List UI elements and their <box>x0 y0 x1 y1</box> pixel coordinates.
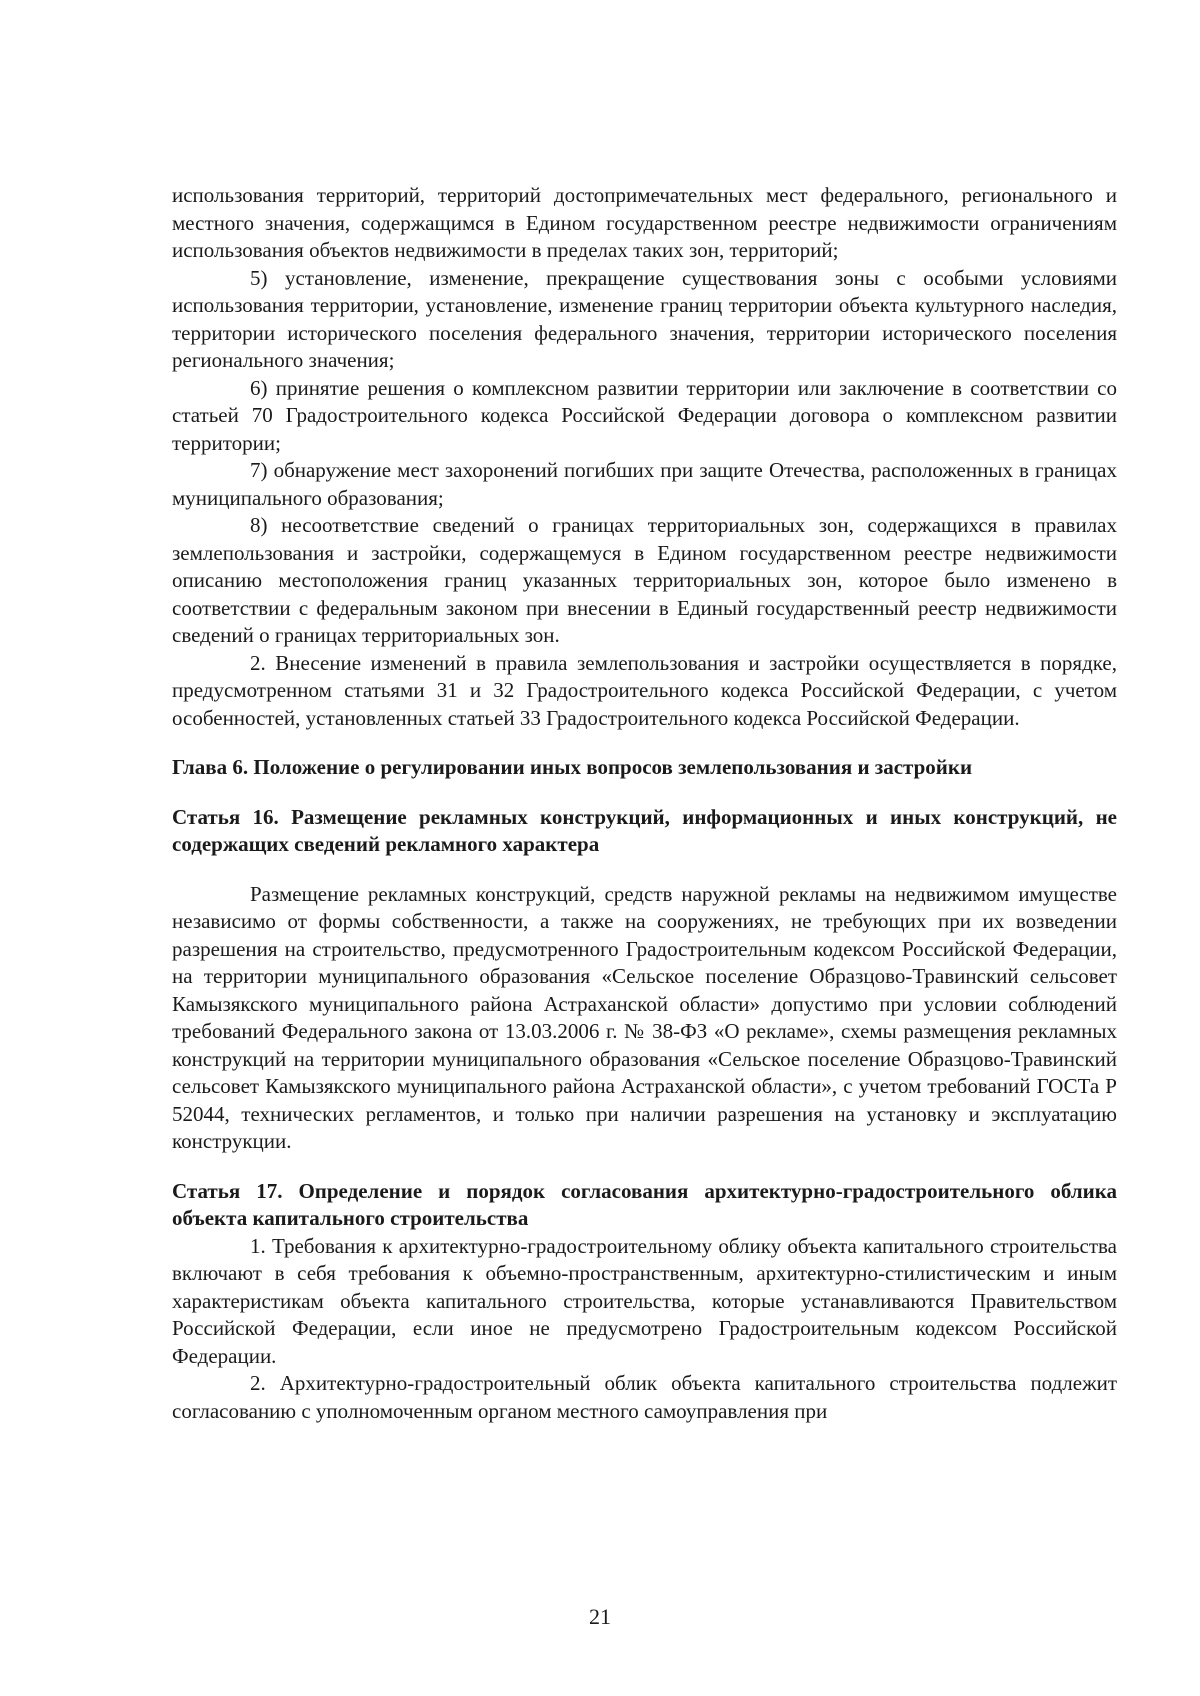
page-content <box>172 182 1117 1425</box>
article-16-heading: Статья 16. Размещение рекламных конструкций, информационных и иных конструкций, не содержащих сведений рекламного характера <box>172 804 1117 856</box>
list-item-6: 6) принятие решения о комплексном развитии территории или заключение в соответствии со статьей 70 Градостроительного кодекса Российской Федерации договора о комплексном развитии территории; <box>172 375 1117 455</box>
page-number: 21 <box>589 1604 611 1629</box>
article-17-heading: Статья 17. Определение и порядок согласования архитектурно-градостроительного облика объекта капитального строительства <box>172 1178 1117 1230</box>
list-item-7: 7) обнаружение мест захоронений погибших при защите Отечества, расположенных в границах муниципального образования; <box>172 458 1117 510</box>
paragraph-point-2: 2. Внесение изменений в правила землепользования и застройки осуществляется в порядке, предусмотренном статьями 31 и 32 Градостроительного кодекса Российской Федерации, с учетом особенностей, установленных статьей 33 Градостроительного кодекса Российской Федерации. <box>172 650 1117 730</box>
list-item-5: 5) установление, изменение, прекращение существования зоны с особыми условиями использования территории, установление, изменение границ территории объекта культурного наследия, территории исторического поселения федерального значения, территории исторического поселения регионального значения; <box>172 265 1117 372</box>
list-item-8: 8) несоответствие сведений о границах территориальных зон, содержащихся в правилах землепользования и застройки, содержащемуся в Едином государственном реестре недвижимости описанию местоположения границ указанных территориальных зон, которое было изменено в соответствии с федеральным законом при внесении в Единый государственный реестр недвижимости сведений о границах территориальных зон. <box>172 513 1117 647</box>
article-17-point-1: 1. Требования к архитектурно-градостроительному облику объекта капитального строительства включают в себя требования к объемно-пространственным, архитектурно-стилистическим и иным характеристикам объекта капитального строительства, которые устанавливаются Правительством Российской Федерации, если иное не предусмотрено Градостроительным кодексом Российской Федерации. <box>172 1233 1117 1368</box>
article-16-text: Размещение рекламных конструкций, средств наружной рекламы на недвижимом имуществе независимо от формы собственности, а также на сооружениях, не требующих при их возведении разрешения на строительство, предусмотренного Градостроительным кодексом Российской Федерации, на территории муниципального образования «Сельское поселение Образцово-Травинский сельсовет Камызякского муниципального района Астраханской области» допустимо при условии соблюдений требований Федерального закона от 13.03.2006 г. № 38-ФЗ «О рекламе», схемы размещения рекламных конструкций на территории муниципального образования «Сельское поселение Образцово-Травинский сельсовет Камызякского муниципального района Астраханской области», с учетом требований ГОСТа Р 52044, технических регламентов, и только при наличии разрешения на установку и эксплуатацию конструкции. <box>172 881 1117 1153</box>
paragraph-continuation: использования территорий, территорий достопримечательных мест федерального, регионального и местного значения, содержащимся в Едином государственном реестре недвижимости ограничениям использования объектов недвижимости в пределах таких зон, территорий; <box>172 183 1117 262</box>
article-17-point-2: 2. Архитектурно-градостроительный облик объекта капитального строительства подлежит согласованию с уполномоченным органом местного самоуправления при <box>172 1371 1117 1423</box>
chapter-6-heading: Глава 6. Положение о регулировании иных вопросов землепользования и застройки <box>172 755 973 779</box>
